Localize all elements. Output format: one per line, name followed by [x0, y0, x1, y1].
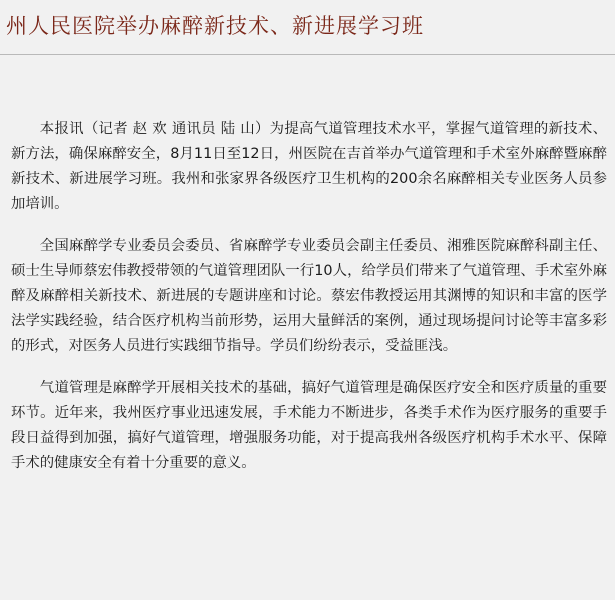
title-divider — [0, 54, 615, 55]
article-paragraph-3: 气道管理是麻醉学开展相关技术的基础，搞好气道管理是确保医疗安全和医疗质量的重要环节。近年来，我州医疗事业迅速发展，手术能力不断进步，各类手术作为医疗服务的重要手段日益得到加强，搞好气道管理，增强服务功能，对于提高我州各级医疗机构手术水平、保障手术的健康安全有着十分重要的意义。 — [11, 380, 607, 471]
article-paragraph-1: 本报讯（记者 赵 欢 通讯员 陆 山）为提高气道管理技术水平，掌握气道管理的新技术、新方法，确保麻醉安全，8月11日至12日，州医院在吉首举办气道管理和手术室外麻醉暨麻醉新技术、新进展学习班。我州和张家界各级医疗卫生机构的200余名麻醉相关专业医务人员参加培训。 — [11, 121, 607, 212]
article-body — [11, 117, 607, 493]
article-title: 州人民医院举办麻醉新技术、新进展学习班 — [6, 14, 424, 38]
article-paragraph-2: 全国麻醉学专业委员会委员、省麻醉学专业委员会副主任委员、湘雅医院麻醉科副主任、硕士生导师蔡宏伟教授带领的气道管理团队一行10人，给学员们带来了气道管理、手术室外麻醉及麻醉相关新技术、新进展的专题讲座和讨论。蔡宏伟教授运用其渊博的知识和丰富的医学法学实践经验，结合医疗机构当前形势，运用大量鲜活的案例，通过现场提问讨论等丰富多彩的形式，对医务人员进行实践细节指导。学员们纷纷表示，受益匪浅。 — [11, 238, 607, 354]
